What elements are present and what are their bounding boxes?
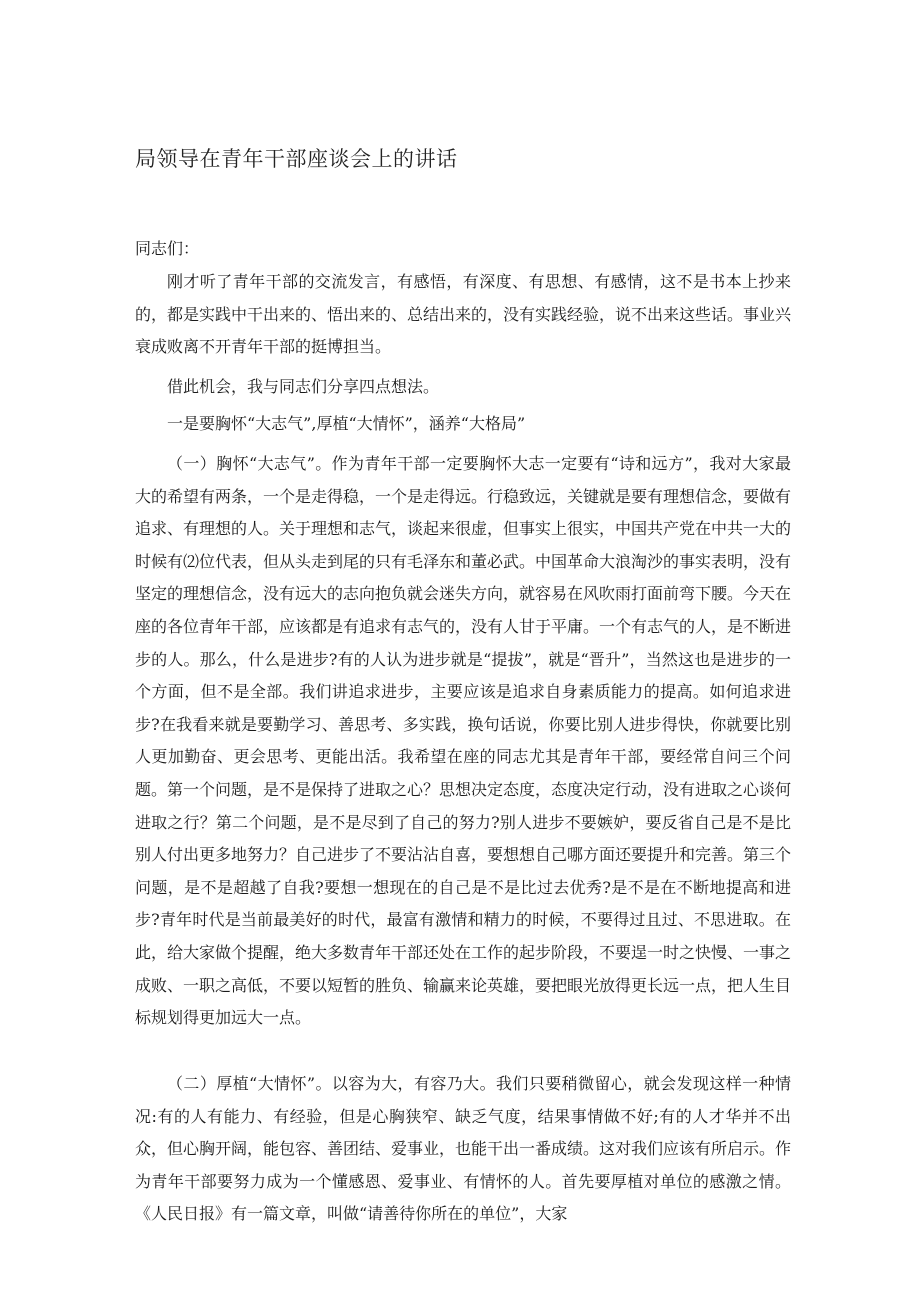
paragraph-ambition: （一）胸怀“大志气”。作为青年干部一定要胸怀大志一定要有“诗和远方”，我对大家最大的希望有两条，一个是走得稳，一个是走得远。行稳致远，关键就是要有理想信念，要做有追求、有理想的人。关于理想和志气，谈起来很虚，但事实上很实，中国共产党在中共一大的时候有⑵位代表，但从头走到尾的只有毛泽东和董必武。中国革命大浪淘沙的事实表明，没有坚定的理想信念，没有远大的志向抱负就会迷失方向，就容易在风吹雨打面前弯下腰。今天在座的各位青年干部，应该都是有追求有志气的，没有人甘于平庸。一个有志气的人，是不断进步的人。那么，什么是进步?有的人认为进步就是“提拔”，就是“晋升”，当然这也是进步的一个方面，但不是全部。我们讲追求进步，主要应该是追求自身素质能力的提高。如何追求进步?在我看来就是要勤学习、善思考、多实践，换句话说，你要比别人进步得快，你就要比别人更加勤奋、更会思考、更能出活。我希望在座的同志尤其是青年干部，要经常自问三个问题。第一个问题，是不是保持了进取之心？思想决定态度，态度决定行动，没有进取之心谈何进取之行？第二个问题，是不是尽到了自己的努力?别人进步不要嫉妒，要反省自己是不是比别人付出更多地努力？自己进步了不要沾沾自喜，要想想自己哪方面还要提升和完善。第三个问题，是不是超越了自我?要想一想现在的自己是不是比过去优秀?是不是在不断地提高和进步?青年时代是当前最美好的时代，最富有激情和精力的时候，不要得过且过、不思进取。在此，给大家做个提醒，绝大多数青年干部还处在工作的起步阶段，不要逞一时之快慢、一事之成败、一职之高低，不要以短暂的胜负、输赢来论英雄，要把眼光放得更长远一点，把人生目标规划得更加远大一点。 — [135, 454, 792, 1028]
paragraph-feelings: （二）厚植“大情怀”。以容为大，有容乃大。我们只要稍微留心，就会发现这样一种情况:有的人有能力、有经验，但是心胸狭窄、缺乏气度，结果事情做不好;有的人才华并不出众，但心胸开阔，能包容、善团结、爱事业，也能干出一番成绩。这对我们应该有所启示。作为青年干部要努力成为一个懂感恩、爱事业、有情怀的人。首先要厚植对单位的感激之情。《人民日报》有一篇文章，叫做“请善待你所在的单位”，大家 — [135, 1074, 792, 1224]
paragraph-intro: 刚才听了青年干部的交流发言，有感悟，有深度、有思想、有感情，这不是书本上抄来的，都是实践中干出来的、悟出来的、总结出来的，没有实践经验，说不出来这些话。事业兴衰成败离不开青年干部的挺博担当。 — [135, 272, 792, 357]
section-heading-one: 一是要胸怀“大志气”,厚植“大情怀”，涵养“大格局” — [167, 414, 526, 433]
salutation: 同志们： — [135, 239, 200, 258]
paragraph-four-ideas: 借此机会，我与同志们分享四点想法。 — [167, 377, 440, 396]
document-title: 局领导在青年干部座谈会上的讲话 — [135, 147, 458, 171]
